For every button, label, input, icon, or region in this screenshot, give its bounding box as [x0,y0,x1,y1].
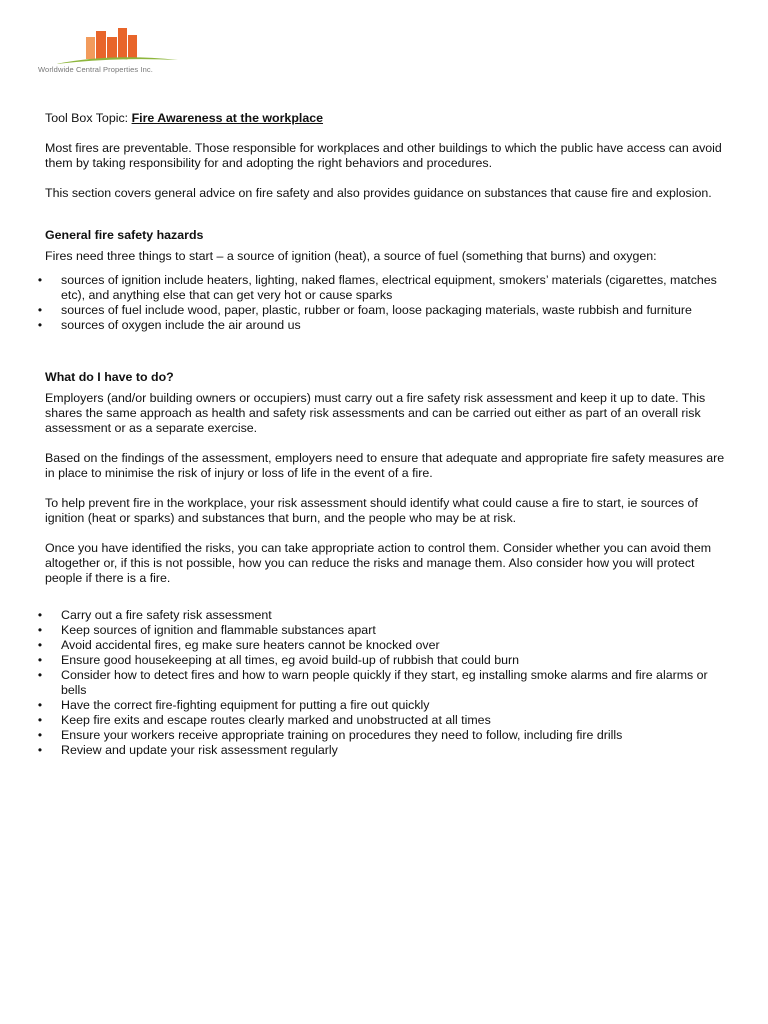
bullet-glyph: • [37,623,43,637]
list-item-text: Have the correct fire-fighting equipment for putting a fire out quickly [61,698,430,712]
document-body [37,111,735,758]
bullet-glyph: • [37,743,43,757]
bullet-glyph: • [37,318,43,332]
list-item [35,303,735,318]
list-item [35,623,735,638]
todo-paragraph: To help prevent fire in the workplace, your risk assessment should identify what could cause a fire to start, ie sources of ignition (heat or sparks) and substances that burn, and the people who may be at risk. [45,496,698,525]
list-item-text: Ensure good housekeeping at all times, eg avoid build-up of rubbish that could burn [61,653,520,667]
bullet-glyph: • [37,303,43,317]
todo-list [35,608,735,758]
intro-paragraph: This section covers general advice on fire safety and also provides guidance on substances that cause fire and explosion. [45,186,712,200]
list-item-text: sources of fuel include wood, paper, plastic, rubber or foam, loose packaging materials, waste rubbish and furniture [61,303,692,317]
bullet-glyph: • [37,698,43,712]
list-item [35,608,735,623]
list-item-text: Consider how to detect fires and how to warn people quickly if they start, eg installing smoke alarms and fire alarms or bells [61,668,708,697]
bullet-glyph: • [37,653,43,667]
bullet-glyph: • [37,728,43,742]
list-item [35,743,735,758]
bullet-glyph: • [37,668,43,682]
list-item [35,668,735,698]
topic-label: Tool Box Topic: [45,111,132,125]
list-item-text: Keep sources of ignition and flammable substances apart [61,623,376,637]
topic-title: Fire Awareness at the workplace [131,111,324,125]
bullet-glyph: • [37,273,43,287]
hazards-text: Fires need three things to start – a source of ignition (heat), a source of fuel (something that burns) and oxygen: [45,249,657,263]
buildings-logo-graphic [56,26,186,68]
topic-line [45,111,735,126]
list-item [35,698,735,713]
list-item-text: sources of oxygen include the air around us [61,318,301,332]
todo-paragraph: Once you have identified the risks, you can take appropriate action to control them. Consider whether you can avoid them altogether or, if this is not possible, how you can reduce the risks and manage them. Also consider how you will protect people if there is a fire. [45,541,712,585]
list-item-text: Keep fire exits and escape routes clearly marked and unobstructed at all times [61,713,491,727]
hazards-list [35,273,735,333]
list-item [35,638,735,653]
list-item [35,713,735,728]
bullet-glyph: • [37,608,43,622]
todo-heading: What do I have to do? [45,370,174,384]
list-item-text: sources of ignition include heaters, lighting, naked flames, electrical equipment, smokers’ materials (cigarettes, matches etc), and anything else that can get very hot or cause sparks [61,273,717,302]
todo-paragraph: Employers (and/or building owners or occupiers) must carry out a fire safety risk assessment and keep it up to date. This shares the same approach as health and safety risk assessments and can be carried out either as part of an overall risk assessment or as a separate exercise. [45,391,706,435]
list-item [35,318,735,333]
logo-company-name: Worldwide Central Properties Inc. [38,65,153,74]
list-item-text: Carry out a fire safety risk assessment [61,608,272,622]
list-item-text: Review and update your risk assessment regularly [61,743,338,757]
list-item-text: Ensure your workers receive appropriate training on procedures they need to follow, including fire drills [61,728,623,742]
list-item [35,653,735,668]
hazards-heading: General fire safety hazards [45,228,204,242]
bullet-glyph: • [37,638,43,652]
list-item-text: Avoid accidental fires, eg make sure heaters cannot be knocked over [61,638,440,652]
bullet-glyph: • [37,713,43,727]
list-item [35,273,735,303]
todo-paragraph: Based on the findings of the assessment, employers need to ensure that adequate and appropriate fire safety measures are in place to minimise the risk of injury or loss of life in the event of a fire. [45,451,725,480]
intro-paragraph: Most fires are preventable. Those responsible for workplaces and other buildings to which the public have access can avoid them by taking responsibility for and adopting the right behaviors and procedures. [45,141,722,170]
list-item [35,728,735,743]
company-logo [38,26,198,78]
